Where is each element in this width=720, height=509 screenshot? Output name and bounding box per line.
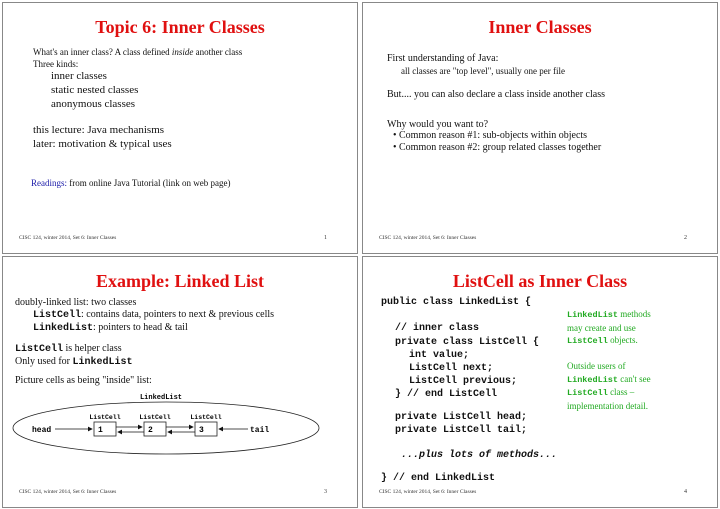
head-label: head (32, 426, 52, 435)
only-used-text: Only used for (15, 356, 73, 367)
code-line-11: } // end LinkedList (381, 473, 496, 484)
slide-4 (362, 256, 718, 508)
code-line-2: // inner class (395, 323, 480, 334)
code-line-7: } // end ListCell (395, 389, 498, 400)
slide-3 (2, 256, 358, 508)
slide-2 (362, 2, 718, 254)
linked-list-diagram (3, 257, 358, 508)
code-line-10: ...plus lots of methods... (401, 450, 558, 461)
code-listcell: ListCell (15, 344, 64, 355)
first-understanding: First understanding of Java: (387, 53, 499, 64)
footer: CISC 124, winter 2014, Set 6: Inner Classes (379, 489, 477, 495)
note-methods (567, 308, 651, 348)
slide-title: Example: Linked List (95, 271, 265, 291)
page-number: 2 (684, 235, 687, 241)
note-text: implementation detail. (567, 400, 648, 411)
kind-static-nested: static nested classes (51, 84, 139, 96)
code-line-5: ListCell next; (409, 363, 494, 374)
cell-value-3: 3 (199, 426, 204, 435)
cell-label-3: ListCell (190, 414, 222, 421)
helper-desc: is helper class (63, 343, 122, 354)
readings-label: Readings: (31, 178, 67, 188)
readings-text: from online Java Tutorial (link on web page) (67, 178, 231, 188)
reason-1-text: Common reason #1: sub-objects within objects (399, 130, 588, 141)
what-emphasis: inside (171, 47, 194, 57)
linkedlist-desc: : pointers to head & tail (93, 322, 188, 333)
this-lecture: this lecture: Java mechanisms (33, 124, 165, 136)
footer: CISC 124, winter 2014, Set 6: Inner Classes (379, 235, 477, 241)
code-line-1: public class LinkedList { (381, 297, 532, 308)
code-linkedlist: LinkedList (72, 357, 133, 368)
note-text: may create and use (567, 322, 636, 333)
bullet-icon: • (393, 142, 400, 153)
line-doubly: doubly-linked list: two classes (15, 297, 137, 308)
code-line-4: int value; (409, 350, 470, 361)
three-kinds: Three kinds: (33, 59, 79, 69)
what-line (33, 47, 242, 57)
but-line: But.... you can also declare a class inside another class (387, 89, 605, 100)
footer: CISC 124, winter 2014, Set 6: Inner Classes (19, 235, 117, 241)
note-text: Outside users of (567, 361, 626, 371)
note-code-linkedlist: LinkedList (567, 374, 619, 385)
later-line: later: motivation & typical uses (33, 138, 172, 150)
diagram-outer-label: LinkedList (139, 394, 183, 402)
kind-anonymous: anonymous classes (51, 98, 136, 110)
note-code-listcell: ListCell (567, 388, 608, 398)
cell-value-1: 1 (98, 426, 103, 435)
page-number: 1 (324, 235, 327, 241)
why-line: Why would you want to? (387, 119, 489, 130)
bullet-icon: • (393, 130, 400, 141)
reason-2-text: Common reason #2: group related classes together (399, 142, 602, 153)
note-outside-users (567, 360, 651, 412)
listcell-desc: : contains data, pointers to next & previous cells (81, 309, 275, 320)
slide-title: ListCell as Inner Class (452, 271, 628, 291)
page-number: 3 (324, 489, 327, 495)
cell-label-1: ListCell (89, 414, 121, 421)
slide-title: Inner Classes (488, 17, 592, 37)
note-code-listcell: ListCell (567, 336, 608, 346)
slide-1 (2, 2, 358, 254)
code-line-9: private ListCell tail; (395, 425, 528, 436)
note-text: methods (618, 309, 651, 319)
what-suffix: another class (193, 47, 243, 57)
slide-title: Topic 6: Inner Classes (95, 17, 265, 37)
note-text: can't see (618, 373, 651, 384)
all-classes: all classes are "top level", usually one per file (401, 66, 566, 76)
reason-2 (393, 142, 601, 153)
code-line-3: private class ListCell { (395, 337, 540, 348)
note-text: objects. (607, 335, 638, 345)
what-text: What's an inner class? A class defined (33, 47, 172, 57)
footer: CISC 124, winter 2014, Set 6: Inner Classes (19, 489, 117, 495)
note-code-linkedlist: LinkedList (567, 310, 619, 320)
kind-inner: inner classes (51, 70, 107, 82)
code-linkedlist: LinkedList (33, 323, 94, 334)
readings-line (31, 178, 230, 188)
code-line-6: ListCell previous; (409, 376, 518, 387)
code-listcell: ListCell (33, 310, 82, 321)
note-text: class – (607, 387, 635, 397)
tail-label: tail (250, 426, 270, 435)
page-number: 4 (684, 489, 687, 495)
line-picture: Picture cells as being "inside" list: (15, 375, 152, 386)
code-line-8: private ListCell head; (395, 412, 528, 423)
cell-value-2: 2 (148, 426, 153, 435)
reason-1 (393, 130, 587, 141)
cell-label-2: ListCell (139, 414, 171, 421)
